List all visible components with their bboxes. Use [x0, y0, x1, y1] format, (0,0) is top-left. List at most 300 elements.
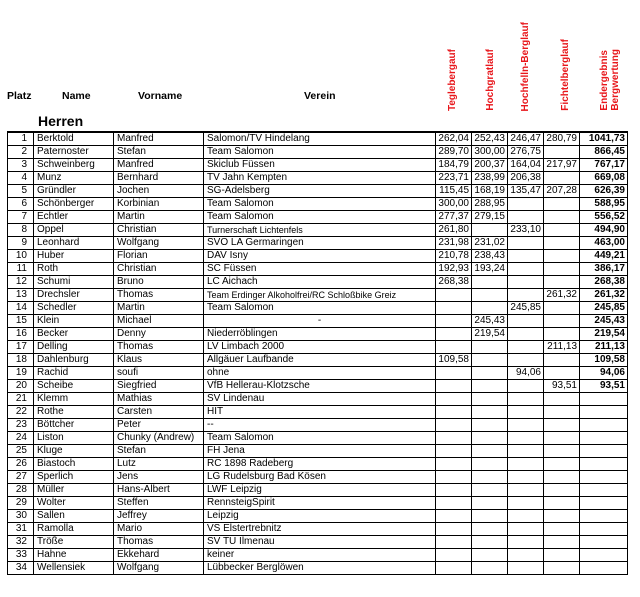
- table-row: [8, 224, 628, 237]
- vorname-cell: Wolfgang: [114, 562, 204, 575]
- table-row: [8, 302, 628, 315]
- table-row: [8, 172, 628, 185]
- header-race-tegelberglauf: Teglebergauf: [446, 48, 458, 111]
- fichtelberglauf-cell: [544, 328, 580, 341]
- vorname-cell: Chunky (Andrew): [114, 432, 204, 445]
- total-cell: [580, 406, 628, 419]
- hochfelln-cell: [508, 510, 544, 523]
- name-cell: Munz: [34, 172, 114, 185]
- fichtelberglauf-cell: [544, 263, 580, 276]
- fichtelberglauf-cell: [544, 458, 580, 471]
- table-row: [8, 341, 628, 354]
- name-cell: Wolter: [34, 497, 114, 510]
- platz-cell: 1: [8, 132, 34, 146]
- vorname-cell: Siegfried: [114, 380, 204, 393]
- fichtelberglauf-cell: [544, 211, 580, 224]
- hochgratlauf-cell: [472, 341, 508, 354]
- tegelberglauf-cell: [436, 341, 472, 354]
- vorname-cell: Carsten: [114, 406, 204, 419]
- hochfelln-cell: [508, 198, 544, 211]
- hochgratlauf-cell: [472, 432, 508, 445]
- name-cell: Schumi: [34, 276, 114, 289]
- total-cell: 219,54: [580, 328, 628, 341]
- platz-cell: 22: [8, 406, 34, 419]
- vorname-cell: Manfred: [114, 132, 204, 146]
- name-cell: Drechsler: [34, 289, 114, 302]
- name-cell: Wellensiek: [34, 562, 114, 575]
- platz-cell: 18: [8, 354, 34, 367]
- platz-cell: 20: [8, 380, 34, 393]
- verein-cell: TV Jahn Kempten: [204, 172, 436, 185]
- verein-cell: Salomon/TV Hindelang: [204, 132, 436, 146]
- fichtelberglauf-cell: [544, 549, 580, 562]
- total-cell: 211,13: [580, 341, 628, 354]
- hochfelln-cell: [508, 211, 544, 224]
- hochfelln-cell: [508, 432, 544, 445]
- hochgratlauf-cell: [472, 549, 508, 562]
- total-cell: 767,17: [580, 159, 628, 172]
- hochgratlauf-cell: 279,15: [472, 211, 508, 224]
- name-cell: Tröße: [34, 536, 114, 549]
- header-total: [597, 0, 623, 111]
- tegelberglauf-cell: 277,37: [436, 211, 472, 224]
- platz-cell: 3: [8, 159, 34, 172]
- platz-cell: 23: [8, 419, 34, 432]
- hochgratlauf-cell: [472, 523, 508, 536]
- platz-cell: 31: [8, 523, 34, 536]
- hochfelln-cell: [508, 289, 544, 302]
- hochgratlauf-cell: [472, 302, 508, 315]
- table-row: [8, 406, 628, 419]
- table-row: [8, 497, 628, 510]
- name-cell: Schweinberg: [34, 159, 114, 172]
- hochfelln-cell: [508, 484, 544, 497]
- hochgratlauf-cell: 245,43: [472, 315, 508, 328]
- vorname-cell: Mathias: [114, 393, 204, 406]
- hochgratlauf-cell: [472, 471, 508, 484]
- fichtelberglauf-cell: [544, 393, 580, 406]
- table-row: [8, 263, 628, 276]
- total-cell: [580, 458, 628, 471]
- verein-cell: SG-Adelsberg: [204, 185, 436, 198]
- hochgratlauf-cell: [472, 484, 508, 497]
- table-row: [8, 380, 628, 393]
- table-row: [8, 432, 628, 445]
- vorname-cell: Florian: [114, 250, 204, 263]
- vorname-cell: Wolfgang: [114, 237, 204, 250]
- platz-cell: 5: [8, 185, 34, 198]
- total-cell: 94,06: [580, 367, 628, 380]
- name-cell: Delling: [34, 341, 114, 354]
- hochfelln-cell: [508, 523, 544, 536]
- total-cell: [580, 393, 628, 406]
- tegelberglauf-cell: [436, 497, 472, 510]
- fichtelberglauf-cell: [544, 250, 580, 263]
- total-cell: 449,21: [580, 250, 628, 263]
- header-verein: Verein: [304, 90, 336, 102]
- name-cell: Sallen: [34, 510, 114, 523]
- hochgratlauf-cell: 288,95: [472, 198, 508, 211]
- vorname-cell: Hans-Albert: [114, 484, 204, 497]
- tegelberglauf-cell: [436, 302, 472, 315]
- vorname-cell: Thomas: [114, 536, 204, 549]
- fichtelberglauf-cell: [544, 367, 580, 380]
- vorname-cell: Martin: [114, 302, 204, 315]
- platz-cell: 32: [8, 536, 34, 549]
- vorname-cell: Stefan: [114, 445, 204, 458]
- verein-cell: FH Jena: [204, 445, 436, 458]
- platz-cell: 24: [8, 432, 34, 445]
- tegelberglauf-cell: [436, 549, 472, 562]
- table-row: [8, 185, 628, 198]
- hochgratlauf-cell: [472, 562, 508, 575]
- table-row: [8, 211, 628, 224]
- hochfelln-cell: [508, 406, 544, 419]
- verein-cell: ohne: [204, 367, 436, 380]
- hochfelln-cell: 245,85: [508, 302, 544, 315]
- name-cell: Böttcher: [34, 419, 114, 432]
- table-row: [8, 367, 628, 380]
- hochgratlauf-cell: [472, 276, 508, 289]
- platz-cell: 6: [8, 198, 34, 211]
- tegelberglauf-cell: 268,38: [436, 276, 472, 289]
- platz-cell: 21: [8, 393, 34, 406]
- fichtelberglauf-cell: [544, 419, 580, 432]
- hochfelln-cell: [508, 276, 544, 289]
- verein-cell: VfB Hellerau-Klotzsche: [204, 380, 436, 393]
- platz-cell: 19: [8, 367, 34, 380]
- total-cell: 463,00: [580, 237, 628, 250]
- fichtelberglauf-cell: [544, 172, 580, 185]
- tegelberglauf-cell: [436, 367, 472, 380]
- total-cell: [580, 523, 628, 536]
- verein-cell: VS Elstertrebnitz: [204, 523, 436, 536]
- fichtelberglauf-cell: [544, 315, 580, 328]
- hochgratlauf-cell: [472, 458, 508, 471]
- platz-cell: 28: [8, 484, 34, 497]
- platz-cell: 8: [8, 224, 34, 237]
- tegelberglauf-cell: [436, 393, 472, 406]
- vorname-cell: Peter: [114, 419, 204, 432]
- hochfelln-cell: 94,06: [508, 367, 544, 380]
- vorname-cell: Bruno: [114, 276, 204, 289]
- total-cell: 626,39: [580, 185, 628, 198]
- total-cell: 866,45: [580, 146, 628, 159]
- tegelberglauf-cell: 262,04: [436, 132, 472, 146]
- total-cell: [580, 432, 628, 445]
- tegelberglauf-cell: [436, 536, 472, 549]
- hochfelln-cell: [508, 263, 544, 276]
- name-cell: Hahne: [34, 549, 114, 562]
- hochgratlauf-cell: [472, 419, 508, 432]
- results-body: [8, 132, 628, 575]
- total-cell: 245,43: [580, 315, 628, 328]
- table-row: [8, 237, 628, 250]
- table-row: [8, 132, 628, 146]
- hochfelln-cell: [508, 315, 544, 328]
- platz-cell: 4: [8, 172, 34, 185]
- platz-cell: 27: [8, 471, 34, 484]
- table-row: [8, 549, 628, 562]
- header-platz: Platz: [7, 90, 32, 102]
- tegelberglauf-cell: [436, 562, 472, 575]
- header-name: Name: [62, 90, 91, 102]
- tegelberglauf-cell: [436, 432, 472, 445]
- name-cell: Paternoster: [34, 146, 114, 159]
- total-cell: 386,17: [580, 263, 628, 276]
- hochgratlauf-cell: [472, 354, 508, 367]
- table-row: [8, 315, 628, 328]
- hochfelln-cell: [508, 471, 544, 484]
- verein-cell: LG Rudelsburg Bad Kösen: [204, 471, 436, 484]
- name-cell: Roth: [34, 263, 114, 276]
- verein-cell: Turnerschaft Lichtenfels: [204, 224, 436, 237]
- name-cell: Scheibe: [34, 380, 114, 393]
- name-cell: Rothe: [34, 406, 114, 419]
- vorname-cell: Korbinian: [114, 198, 204, 211]
- hochfelln-cell: [508, 445, 544, 458]
- tegelberglauf-cell: 231,98: [436, 237, 472, 250]
- table-row: [8, 562, 628, 575]
- section-title: Herren: [38, 113, 84, 129]
- verein-cell: Team Salomon: [204, 432, 436, 445]
- platz-cell: 11: [8, 263, 34, 276]
- verein-cell: Team Salomon: [204, 146, 436, 159]
- total-cell: [580, 419, 628, 432]
- platz-cell: 2: [8, 146, 34, 159]
- total-cell: [580, 445, 628, 458]
- total-cell: [580, 484, 628, 497]
- tegelberglauf-cell: 223,71: [436, 172, 472, 185]
- table-row: [8, 536, 628, 549]
- fichtelberglauf-cell: 211,13: [544, 341, 580, 354]
- verein-cell: HIT: [204, 406, 436, 419]
- verein-cell: LV Limbach 2000: [204, 341, 436, 354]
- total-cell: 494,90: [580, 224, 628, 237]
- table-row: [8, 289, 628, 302]
- name-cell: Becker: [34, 328, 114, 341]
- hochfelln-cell: [508, 458, 544, 471]
- verein-cell: SVO LA Germaringen: [204, 237, 436, 250]
- hochfelln-cell: 233,10: [508, 224, 544, 237]
- vorname-cell: Manfred: [114, 159, 204, 172]
- header-vorname: Vorname: [138, 90, 183, 102]
- verein-cell: Team Erdinger Alkoholfrei/RC Schloßbike Greiz: [204, 289, 436, 302]
- vorname-cell: Jeffrey: [114, 510, 204, 523]
- platz-cell: 26: [8, 458, 34, 471]
- table-row: [8, 523, 628, 536]
- total-cell: 245,85: [580, 302, 628, 315]
- tegelberglauf-cell: [436, 471, 472, 484]
- hochgratlauf-cell: [472, 406, 508, 419]
- vorname-cell: Stefan: [114, 146, 204, 159]
- tegelberglauf-cell: [436, 458, 472, 471]
- name-cell: Müller: [34, 484, 114, 497]
- hochfelln-cell: [508, 237, 544, 250]
- fichtelberglauf-cell: 280,79: [544, 132, 580, 146]
- fichtelberglauf-cell: [544, 224, 580, 237]
- name-cell: Klein: [34, 315, 114, 328]
- hochgratlauf-cell: 238,99: [472, 172, 508, 185]
- table-row: [8, 471, 628, 484]
- tegelberglauf-cell: 300,00: [436, 198, 472, 211]
- platz-cell: 12: [8, 276, 34, 289]
- hochfelln-cell: [508, 250, 544, 263]
- results-table: [7, 131, 628, 575]
- platz-cell: 9: [8, 237, 34, 250]
- name-cell: Oppel: [34, 224, 114, 237]
- hochgratlauf-cell: 200,37: [472, 159, 508, 172]
- total-cell: [580, 536, 628, 549]
- hochfelln-cell: 164,04: [508, 159, 544, 172]
- hochgratlauf-cell: 168,19: [472, 185, 508, 198]
- fichtelberglauf-cell: [544, 562, 580, 575]
- vorname-cell: Jochen: [114, 185, 204, 198]
- fichtelberglauf-cell: [544, 536, 580, 549]
- tegelberglauf-cell: [436, 328, 472, 341]
- verein-cell: Team Salomon: [204, 211, 436, 224]
- total-cell: [580, 562, 628, 575]
- name-cell: Kluge: [34, 445, 114, 458]
- fichtelberglauf-cell: 217,97: [544, 159, 580, 172]
- header-race-fichtelberglauf: Fichtelberglauf: [559, 39, 571, 111]
- hochgratlauf-cell: [472, 289, 508, 302]
- verein-cell: Team Salomon: [204, 198, 436, 211]
- hochgratlauf-cell: [472, 224, 508, 237]
- total-cell: 109,58: [580, 354, 628, 367]
- name-cell: Klemm: [34, 393, 114, 406]
- fichtelberglauf-cell: [544, 198, 580, 211]
- hochgratlauf-cell: 231,02: [472, 237, 508, 250]
- verein-cell: Team Salomon: [204, 302, 436, 315]
- hochfelln-cell: [508, 497, 544, 510]
- vorname-cell: Klaus: [114, 354, 204, 367]
- platz-cell: 25: [8, 445, 34, 458]
- platz-cell: 7: [8, 211, 34, 224]
- verein-cell: Allgäuer Laufbande: [204, 354, 436, 367]
- vorname-cell: Bernhard: [114, 172, 204, 185]
- hochgratlauf-cell: 193,24: [472, 263, 508, 276]
- table-row: [8, 419, 628, 432]
- verein-cell: SC Füssen: [204, 263, 436, 276]
- hochfelln-cell: [508, 562, 544, 575]
- total-cell: 669,08: [580, 172, 628, 185]
- vorname-cell: Denny: [114, 328, 204, 341]
- table-row: [8, 198, 628, 211]
- tegelberglauf-cell: 261,80: [436, 224, 472, 237]
- tegelberglauf-cell: [436, 419, 472, 432]
- vorname-cell: soufi: [114, 367, 204, 380]
- total-cell: [580, 549, 628, 562]
- fichtelberglauf-cell: [544, 237, 580, 250]
- total-cell: 556,52: [580, 211, 628, 224]
- fichtelberglauf-cell: [544, 354, 580, 367]
- name-cell: Schönberger: [34, 198, 114, 211]
- name-cell: Huber: [34, 250, 114, 263]
- total-cell: 268,38: [580, 276, 628, 289]
- verein-cell: DAV Isny: [204, 250, 436, 263]
- platz-cell: 33: [8, 549, 34, 562]
- fichtelberglauf-cell: [544, 510, 580, 523]
- name-cell: Schedler: [34, 302, 114, 315]
- hochgratlauf-cell: 238,43: [472, 250, 508, 263]
- fichtelberglauf-cell: 93,51: [544, 380, 580, 393]
- name-cell: Echtler: [34, 211, 114, 224]
- platz-cell: 16: [8, 328, 34, 341]
- hochgratlauf-cell: [472, 380, 508, 393]
- fichtelberglauf-cell: [544, 146, 580, 159]
- hochfelln-cell: [508, 328, 544, 341]
- name-cell: Ramolla: [34, 523, 114, 536]
- tegelberglauf-cell: 109,58: [436, 354, 472, 367]
- hochfelln-cell: [508, 536, 544, 549]
- tegelberglauf-cell: [436, 315, 472, 328]
- platz-cell: 17: [8, 341, 34, 354]
- fichtelberglauf-cell: [544, 471, 580, 484]
- table-row: [8, 484, 628, 497]
- fichtelberglauf-cell: 207,28: [544, 185, 580, 198]
- tegelberglauf-cell: [436, 484, 472, 497]
- platz-cell: 10: [8, 250, 34, 263]
- tegelberglauf-cell: [436, 510, 472, 523]
- name-cell: Sperlich: [34, 471, 114, 484]
- fichtelberglauf-cell: [544, 484, 580, 497]
- table-row: [8, 328, 628, 341]
- tegelberglauf-cell: [436, 289, 472, 302]
- table-row: [8, 146, 628, 159]
- verein-cell: Niederröblingen: [204, 328, 436, 341]
- verein-cell: -: [204, 315, 436, 328]
- header-race-hochfelln-berglauf: Hochfelln-Berglauf: [519, 21, 531, 111]
- vorname-cell: Thomas: [114, 289, 204, 302]
- vorname-cell: Steffen: [114, 497, 204, 510]
- hochfelln-cell: [508, 380, 544, 393]
- vorname-cell: Jens: [114, 471, 204, 484]
- name-cell: Dahlenburg: [34, 354, 114, 367]
- hochfelln-cell: 276,75: [508, 146, 544, 159]
- header-total-line2: Bergwertung: [610, 49, 621, 111]
- fichtelberglauf-cell: [544, 276, 580, 289]
- fichtelberglauf-cell: [544, 432, 580, 445]
- hochgratlauf-cell: [472, 367, 508, 380]
- total-cell: 1041,73: [580, 132, 628, 146]
- platz-cell: 30: [8, 510, 34, 523]
- total-cell: 588,95: [580, 198, 628, 211]
- vorname-cell: Christian: [114, 224, 204, 237]
- header-race-hochgratlauf: Hochgratlauf: [484, 49, 496, 111]
- table-row: [8, 393, 628, 406]
- table-row: [8, 276, 628, 289]
- hochfelln-cell: [508, 393, 544, 406]
- hochgratlauf-cell: [472, 536, 508, 549]
- hochgratlauf-cell: [472, 497, 508, 510]
- fichtelberglauf-cell: [544, 302, 580, 315]
- hochfelln-cell: [508, 341, 544, 354]
- platz-cell: 13: [8, 289, 34, 302]
- hochgratlauf-cell: 219,54: [472, 328, 508, 341]
- hochfelln-cell: [508, 419, 544, 432]
- vorname-cell: Martin: [114, 211, 204, 224]
- tegelberglauf-cell: 184,79: [436, 159, 472, 172]
- hochgratlauf-cell: [472, 510, 508, 523]
- total-cell: [580, 471, 628, 484]
- hochgratlauf-cell: [472, 393, 508, 406]
- total-cell: [580, 510, 628, 523]
- name-cell: Gründler: [34, 185, 114, 198]
- hochfelln-cell: [508, 354, 544, 367]
- verein-cell: Leipzig: [204, 510, 436, 523]
- hochgratlauf-cell: 252,43: [472, 132, 508, 146]
